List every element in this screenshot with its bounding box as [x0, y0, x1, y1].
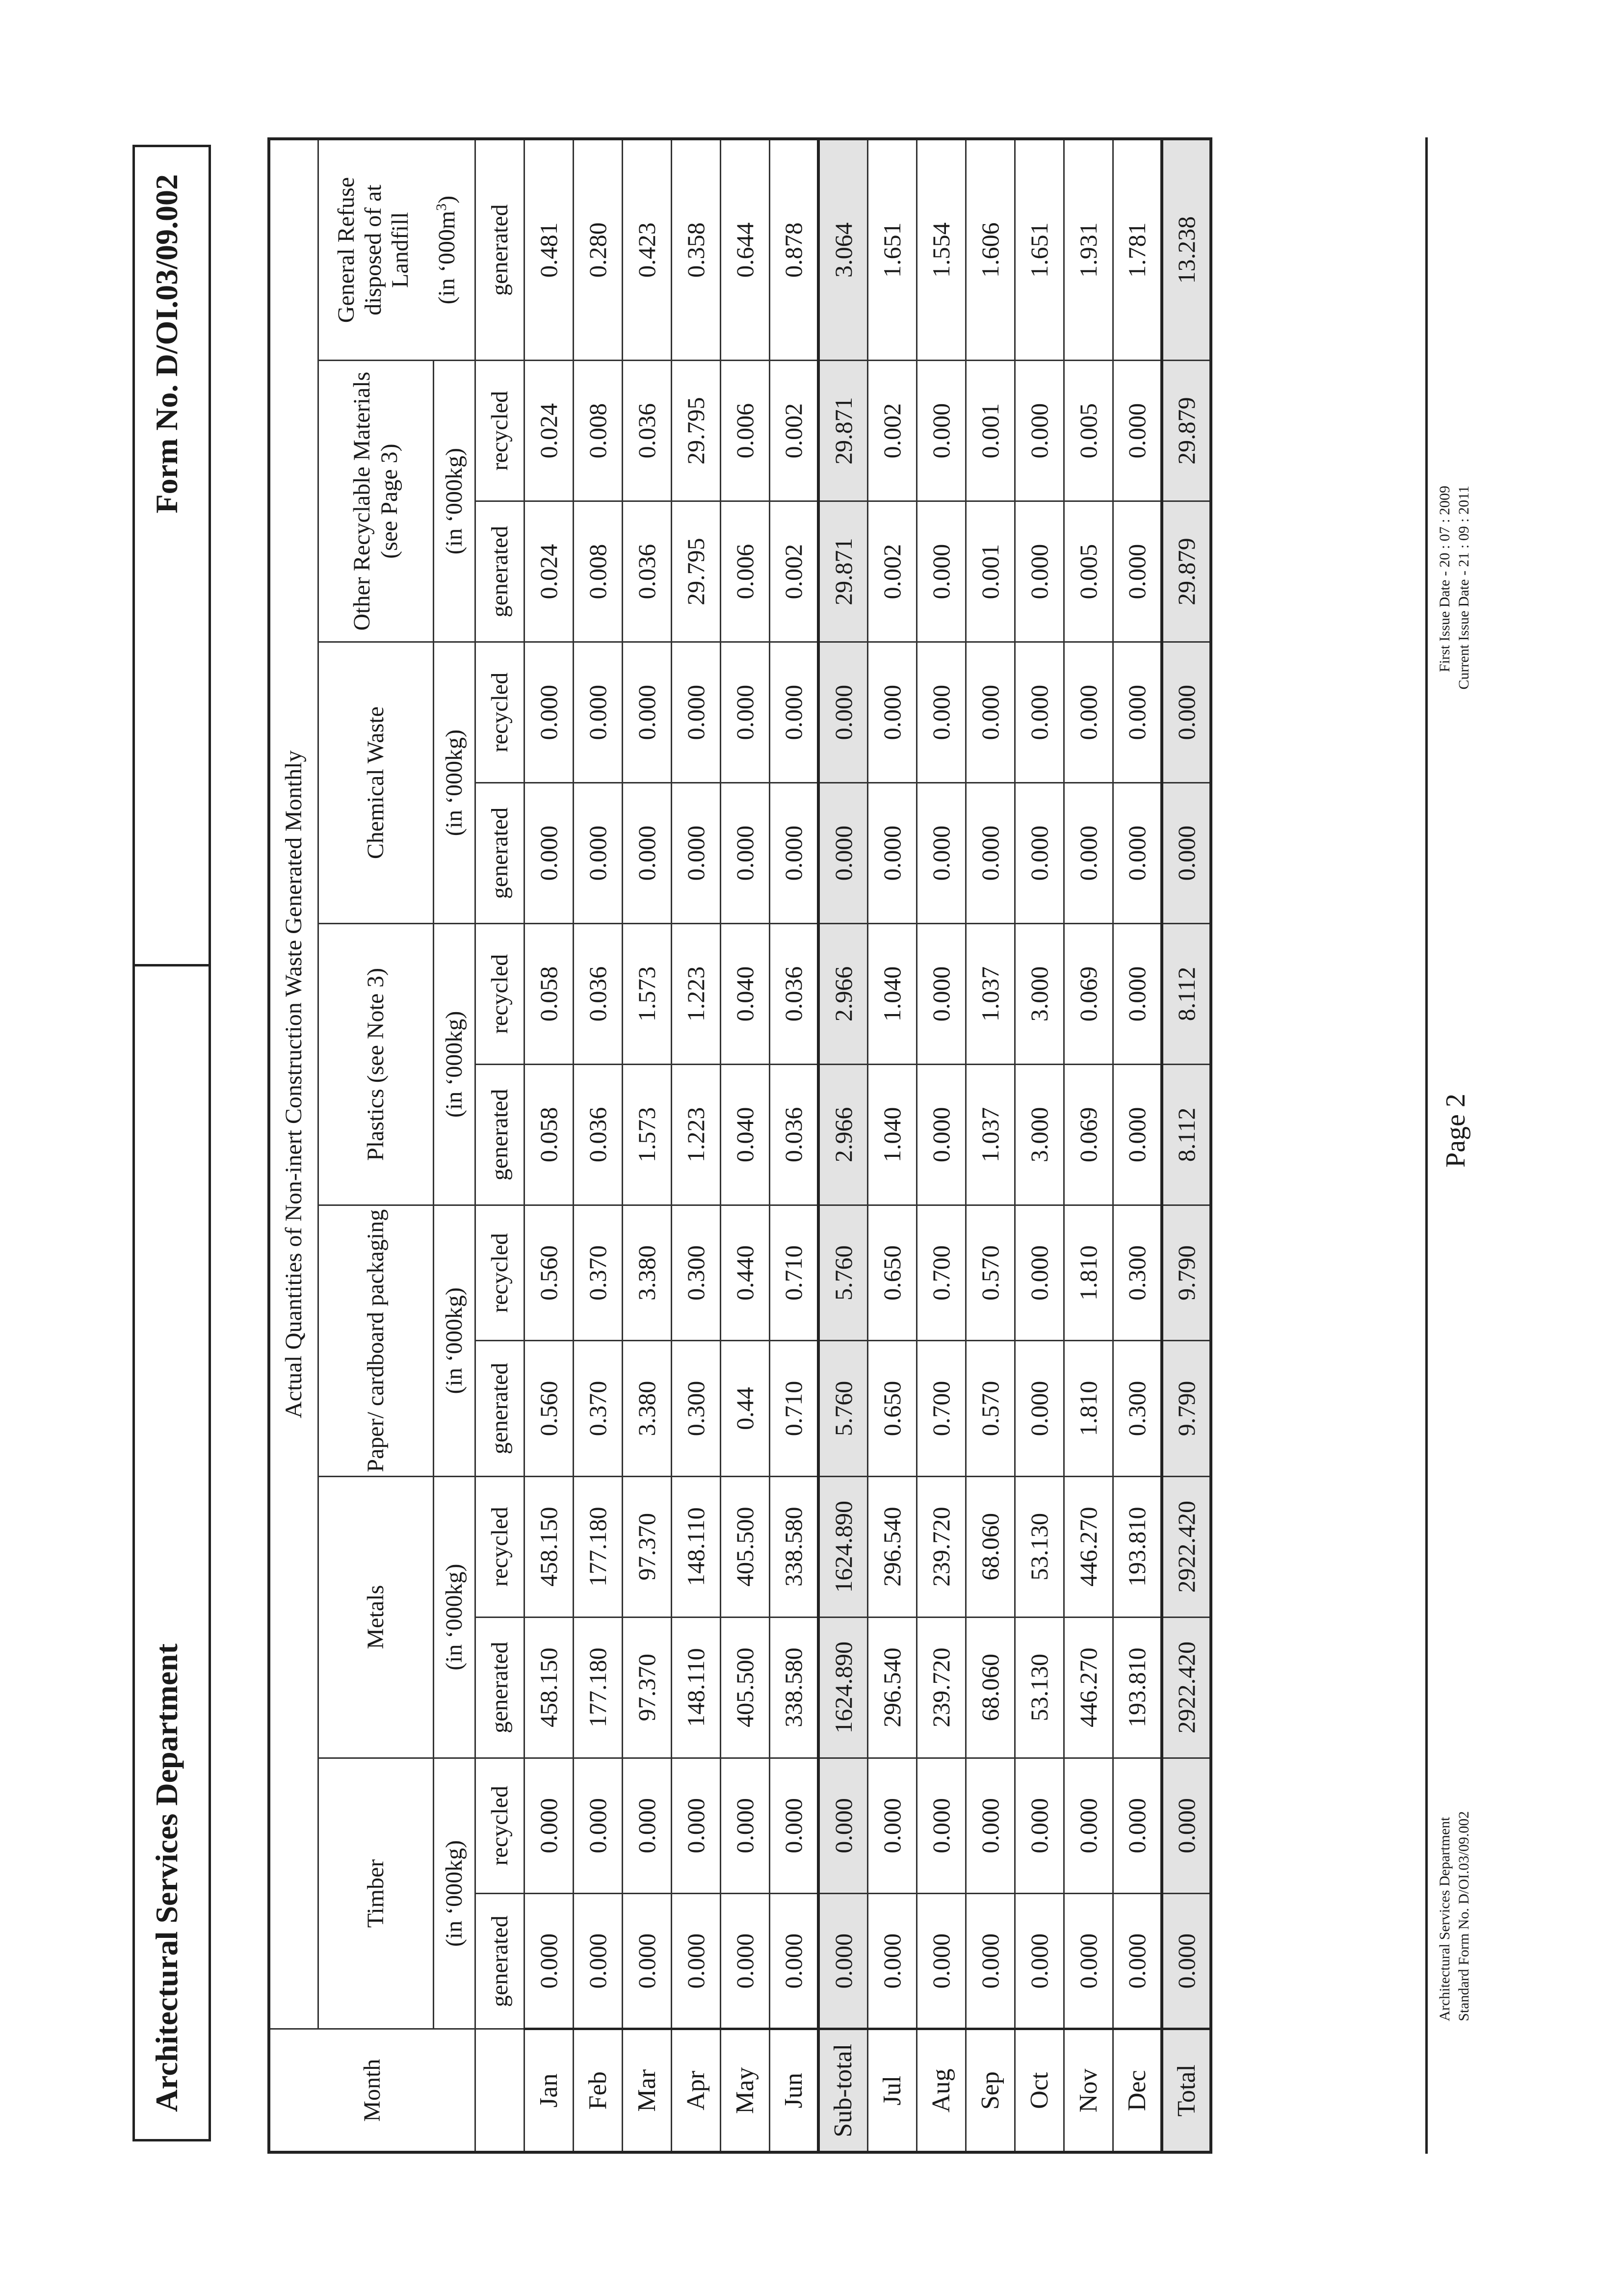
- value-cell: 0.000: [867, 783, 917, 924]
- value-cell: 0.000: [1113, 1894, 1162, 2029]
- value-cell: 1.037: [966, 1064, 1015, 1205]
- value-cell: 0.000: [1064, 642, 1113, 783]
- paper-generated-subheader: generated: [475, 1341, 524, 1476]
- value-cell: 0.423: [622, 139, 671, 361]
- value-cell: 0.570: [966, 1205, 1015, 1340]
- value-cell: 0.280: [573, 139, 622, 361]
- form-header: [132, 145, 211, 2141]
- value-cell: 0.005: [1064, 361, 1113, 501]
- month-cell: Nov: [1064, 2029, 1113, 2152]
- plastics-unit: (in ‘000kg): [433, 923, 475, 1205]
- table-row: [720, 139, 769, 2152]
- value-cell: 0.001: [966, 361, 1015, 501]
- value-cell: 53.130: [1015, 1476, 1064, 1617]
- value-cell: 0.878: [769, 139, 818, 361]
- chemical-recycled-subheader: recycled: [475, 642, 524, 783]
- general-refuse-unit-sup: 3: [433, 203, 450, 211]
- refuse-generated-subheader: generated: [475, 139, 524, 361]
- value-cell: 1.037: [966, 923, 1015, 1064]
- value-cell: 2.966: [818, 923, 867, 1064]
- value-cell: 5.760: [818, 1341, 867, 1476]
- month-cell: Jun: [769, 2029, 818, 2152]
- value-cell: 0.040: [720, 1064, 769, 1205]
- value-cell: 1.651: [867, 139, 917, 361]
- value-cell: 0.000: [917, 642, 966, 783]
- footer-right: [1435, 486, 1473, 689]
- value-cell: 0.000: [524, 783, 573, 924]
- other-generated-subheader: generated: [475, 501, 524, 642]
- value-cell: 0.000: [769, 783, 818, 924]
- value-cell: 0.036: [622, 501, 671, 642]
- timber-generated-subheader: generated: [475, 1894, 524, 2029]
- value-cell: 1.606: [966, 139, 1015, 361]
- value-cell: 3.000: [1015, 1064, 1064, 1205]
- table-row: [818, 139, 867, 2152]
- timber-header: Timber: [318, 1758, 433, 2029]
- value-cell: 1.781: [1113, 139, 1162, 361]
- value-cell: 0.710: [769, 1205, 818, 1340]
- month-cell: May: [720, 2029, 769, 2152]
- value-cell: 0.570: [966, 1341, 1015, 1476]
- month-cell: Jul: [867, 2029, 917, 2152]
- value-cell: 0.002: [867, 501, 917, 642]
- value-cell: 0.000: [1113, 501, 1162, 642]
- value-cell: 53.130: [1015, 1617, 1064, 1758]
- value-cell: 0.000: [1162, 1758, 1211, 1893]
- value-cell: 0.000: [769, 1758, 818, 1893]
- value-cell: 0.000: [818, 642, 867, 783]
- value-cell: 0.44: [720, 1341, 769, 1476]
- table-row: [671, 139, 720, 2152]
- paper-recycled-subheader: recycled: [475, 1205, 524, 1340]
- other-recyclable-unit: (in ‘000kg): [433, 361, 475, 642]
- value-cell: 0.000: [917, 361, 966, 501]
- value-cell: 0.358: [671, 139, 720, 361]
- chemical-waste-unit: (in ‘000kg): [433, 642, 475, 924]
- value-cell: 0.700: [917, 1205, 966, 1340]
- value-cell: 1.810: [1064, 1341, 1113, 1476]
- paper-cardboard-unit: (in ‘000kg): [433, 1205, 475, 1476]
- value-cell: 0.300: [1113, 1205, 1162, 1340]
- value-cell: 148.110: [671, 1617, 720, 1758]
- month-cell: Sub-total: [818, 2029, 867, 2152]
- value-cell: 1.223: [671, 923, 720, 1064]
- value-cell: 0.000: [573, 642, 622, 783]
- month-cell: Total: [1162, 2029, 1211, 2152]
- value-cell: 0.000: [966, 1758, 1015, 1893]
- value-cell: 29.795: [671, 501, 720, 642]
- table-row: [1113, 139, 1162, 2152]
- value-cell: 0.000: [671, 1894, 720, 2029]
- value-cell: 0.000: [818, 1758, 867, 1893]
- waste-quantities-table: [267, 137, 1212, 2154]
- value-cell: 0.000: [622, 1894, 671, 2029]
- value-cell: 0.000: [622, 783, 671, 924]
- value-cell: 0.000: [1113, 1064, 1162, 1205]
- value-cell: 0.000: [1162, 1894, 1211, 2029]
- table-row: [622, 139, 671, 2152]
- value-cell: 446.270: [1064, 1617, 1113, 1758]
- value-cell: 8.112: [1162, 923, 1211, 1064]
- value-cell: 1.931: [1064, 139, 1113, 361]
- first-issue-date: First Issue Date - 20 : 07 : 2009: [1437, 486, 1453, 672]
- value-cell: 0.069: [1064, 1064, 1113, 1205]
- value-cell: 29.879: [1162, 361, 1211, 501]
- other-recyclable-header: Other Recyclable Materials (see Page 3): [318, 361, 433, 642]
- value-cell: 0.000: [966, 783, 1015, 924]
- value-cell: 0.000: [1064, 783, 1113, 924]
- timber-unit: (in ‘000kg): [433, 1758, 475, 2029]
- value-cell: 0.000: [1113, 1758, 1162, 1893]
- value-cell: 1.040: [867, 923, 917, 1064]
- value-cell: 0.000: [1015, 361, 1064, 501]
- value-cell: 1.223: [671, 1064, 720, 1205]
- month-cell: Apr: [671, 2029, 720, 2152]
- value-cell: 0.008: [573, 361, 622, 501]
- value-cell: 405.500: [720, 1617, 769, 1758]
- value-cell: 0.000: [966, 1894, 1015, 2029]
- value-cell: 2922.420: [1162, 1476, 1211, 1617]
- plastics-recycled-subheader: recycled: [475, 923, 524, 1064]
- table-row: [524, 139, 573, 2152]
- value-cell: 0.000: [1113, 642, 1162, 783]
- value-cell: 405.500: [720, 1476, 769, 1617]
- page-number: Page 2: [1441, 1094, 1471, 1168]
- value-cell: 0.002: [867, 361, 917, 501]
- value-cell: 8.112: [1162, 1064, 1211, 1205]
- value-cell: 9.790: [1162, 1341, 1211, 1476]
- value-cell: 1.651: [1015, 139, 1064, 361]
- value-cell: 0.000: [1015, 1205, 1064, 1340]
- value-cell: 0.000: [1064, 1894, 1113, 2029]
- general-refuse-unit-prefix: (in ‘000m: [434, 210, 460, 305]
- table-row: [573, 139, 622, 2152]
- month-cell: Jan: [524, 2029, 573, 2152]
- current-issue-date: Current Issue Date - 21 : 09 : 2011: [1456, 486, 1472, 690]
- value-cell: 338.580: [769, 1617, 818, 1758]
- value-cell: 0.024: [524, 501, 573, 642]
- value-cell: 0.006: [720, 361, 769, 501]
- value-cell: 177.180: [573, 1476, 622, 1617]
- value-cell: 0.560: [524, 1341, 573, 1476]
- value-cell: 0.036: [769, 1064, 818, 1205]
- value-cell: 0.036: [622, 361, 671, 501]
- value-cell: 2.966: [818, 1064, 867, 1205]
- value-cell: 0.710: [769, 1341, 818, 1476]
- value-cell: 0.000: [1113, 783, 1162, 924]
- metals-generated-subheader: generated: [475, 1617, 524, 1758]
- value-cell: 0.300: [671, 1341, 720, 1476]
- value-cell: 0.000: [867, 1758, 917, 1893]
- value-cell: 0.024: [524, 361, 573, 501]
- value-cell: 0.370: [573, 1341, 622, 1476]
- value-cell: 0.560: [524, 1205, 573, 1340]
- value-cell: 458.150: [524, 1476, 573, 1617]
- value-cell: 0.001: [966, 501, 1015, 642]
- metals-header: Metals: [318, 1476, 433, 1758]
- value-cell: 0.000: [1064, 1758, 1113, 1893]
- value-cell: 0.000: [917, 1758, 966, 1893]
- value-cell: 0.000: [867, 1894, 917, 2029]
- value-cell: 0.036: [573, 923, 622, 1064]
- value-cell: 0.000: [818, 783, 867, 924]
- general-refuse-title: General Refuse disposed of at Landfill: [333, 177, 413, 323]
- value-cell: 0.000: [573, 783, 622, 924]
- form-number: Form No. D/OI.03/09.002: [149, 174, 184, 514]
- value-cell: 0.000: [769, 1894, 818, 2029]
- value-cell: 0.000: [1015, 642, 1064, 783]
- value-cell: 193.810: [1113, 1476, 1162, 1617]
- value-cell: 0.000: [671, 783, 720, 924]
- value-cell: 239.720: [917, 1617, 966, 1758]
- value-cell: 0.000: [1113, 361, 1162, 501]
- chemical-generated-subheader: generated: [475, 783, 524, 924]
- value-cell: 68.060: [966, 1617, 1015, 1758]
- footer-department: Architectural Services Department: [1437, 1817, 1453, 2021]
- value-cell: 0.000: [966, 642, 1015, 783]
- value-cell: 0.000: [671, 642, 720, 783]
- value-cell: 0.000: [720, 642, 769, 783]
- table-group-title: Actual Quantities of Non-inert Construction Waste Generated Monthly: [269, 139, 318, 2029]
- month-column-header: Month: [269, 2029, 475, 2152]
- value-cell: 0.300: [671, 1205, 720, 1340]
- value-cell: 458.150: [524, 1617, 573, 1758]
- value-cell: 0.000: [573, 1894, 622, 2029]
- value-cell: 0.000: [1162, 783, 1211, 924]
- value-cell: 177.180: [573, 1617, 622, 1758]
- value-cell: 0.008: [573, 501, 622, 642]
- value-cell: 0.006: [720, 501, 769, 642]
- value-cell: 0.000: [917, 1894, 966, 2029]
- month-blank-subheader: [475, 2029, 524, 2152]
- table-row: [769, 139, 818, 2152]
- value-cell: 0.000: [917, 1064, 966, 1205]
- table-row: [966, 139, 1015, 2152]
- value-cell: 0.000: [524, 1894, 573, 2029]
- value-cell: 0.000: [867, 642, 917, 783]
- value-cell: 0.002: [769, 361, 818, 501]
- table-row: [1162, 139, 1211, 2152]
- metals-unit: (in ‘000kg): [433, 1476, 475, 1758]
- value-cell: 0.000: [1015, 501, 1064, 642]
- plastics-generated-subheader: generated: [475, 1064, 524, 1205]
- value-cell: 0.000: [917, 501, 966, 642]
- table-row: [917, 139, 966, 2152]
- value-cell: 0.000: [1015, 1758, 1064, 1893]
- value-cell: 0.000: [524, 1758, 573, 1893]
- month-cell: Dec: [1113, 2029, 1162, 2152]
- value-cell: 0.440: [720, 1205, 769, 1340]
- value-cell: 3.380: [622, 1341, 671, 1476]
- value-cell: 1.810: [1064, 1205, 1113, 1340]
- value-cell: 0.000: [573, 1758, 622, 1893]
- general-refuse-unit-suffix: ): [434, 195, 460, 204]
- value-cell: 0.650: [867, 1341, 917, 1476]
- value-cell: 446.270: [1064, 1476, 1113, 1617]
- month-cell: Oct: [1015, 2029, 1064, 2152]
- timber-recycled-subheader: recycled: [475, 1758, 524, 1893]
- value-cell: 0.000: [720, 783, 769, 924]
- value-cell: 0.000: [917, 783, 966, 924]
- other-recycled-subheader: recycled: [475, 361, 524, 501]
- metals-recycled-subheader: recycled: [475, 1476, 524, 1617]
- value-cell: 0.700: [917, 1341, 966, 1476]
- value-cell: 0.036: [769, 923, 818, 1064]
- value-cell: 0.000: [622, 642, 671, 783]
- table-row: [1015, 139, 1064, 2152]
- general-refuse-unit: [433, 140, 460, 360]
- month-cell: Aug: [917, 2029, 966, 2152]
- value-cell: 13.238: [1162, 139, 1211, 361]
- value-cell: 1.554: [917, 139, 966, 361]
- footer-rule: [1425, 137, 1428, 2154]
- chemical-waste-header: Chemical Waste: [318, 642, 433, 924]
- value-cell: 148.110: [671, 1476, 720, 1617]
- value-cell: 29.879: [1162, 501, 1211, 642]
- value-cell: 1.573: [622, 1064, 671, 1205]
- value-cell: 29.871: [818, 361, 867, 501]
- value-cell: 3.000: [1015, 923, 1064, 1064]
- value-cell: 9.790: [1162, 1205, 1211, 1340]
- value-cell: 2922.420: [1162, 1617, 1211, 1758]
- value-cell: 0.002: [769, 501, 818, 642]
- value-cell: 0.000: [720, 1758, 769, 1893]
- value-cell: 0.000: [917, 923, 966, 1064]
- value-cell: 0.000: [1015, 783, 1064, 924]
- value-cell: 1.573: [622, 923, 671, 1064]
- value-cell: 296.540: [867, 1617, 917, 1758]
- table-body: [524, 139, 1211, 2152]
- department-title: Architectural Services Department: [149, 1644, 184, 2112]
- value-cell: 0.000: [1113, 923, 1162, 1064]
- value-cell: 97.370: [622, 1617, 671, 1758]
- value-cell: 0.481: [524, 139, 573, 361]
- value-cell: 1624.890: [818, 1476, 867, 1617]
- value-cell: 296.540: [867, 1476, 917, 1617]
- value-cell: 29.871: [818, 501, 867, 642]
- value-cell: 0.000: [671, 1758, 720, 1893]
- footer-left: [1435, 1811, 1473, 2021]
- value-cell: 193.810: [1113, 1617, 1162, 1758]
- value-cell: 0.058: [524, 1064, 573, 1205]
- value-cell: 68.060: [966, 1476, 1015, 1617]
- value-cell: 0.000: [1015, 1894, 1064, 2029]
- table-row: [1064, 139, 1113, 2152]
- value-cell: 0.058: [524, 923, 573, 1064]
- value-cell: 0.000: [769, 642, 818, 783]
- value-cell: 3.380: [622, 1205, 671, 1340]
- month-cell: Sep: [966, 2029, 1015, 2152]
- value-cell: 0.000: [818, 1894, 867, 2029]
- value-cell: 338.580: [769, 1476, 818, 1617]
- value-cell: 0.000: [524, 642, 573, 783]
- month-cell: Mar: [622, 2029, 671, 2152]
- value-cell: 239.720: [917, 1476, 966, 1617]
- value-cell: 0.650: [867, 1205, 917, 1340]
- value-cell: 29.795: [671, 361, 720, 501]
- month-cell: Feb: [573, 2029, 622, 2152]
- value-cell: 5.760: [818, 1205, 867, 1340]
- value-cell: 0.000: [1015, 1341, 1064, 1476]
- value-cell: 0.040: [720, 923, 769, 1064]
- general-refuse-header: [318, 139, 475, 361]
- value-cell: 0.005: [1064, 501, 1113, 642]
- footer-standard-form: Standard Form No. D/OI.03/09.002: [1456, 1811, 1472, 2021]
- value-cell: 0.300: [1113, 1341, 1162, 1476]
- value-cell: 0.644: [720, 139, 769, 361]
- value-cell: 97.370: [622, 1476, 671, 1617]
- value-cell: 0.036: [573, 1064, 622, 1205]
- value-cell: 0.000: [720, 1894, 769, 2029]
- plastics-header: Plastics (see Note 3): [318, 923, 433, 1205]
- value-cell: 0.000: [622, 1758, 671, 1893]
- value-cell: 1624.890: [818, 1617, 867, 1758]
- table-row: [867, 139, 917, 2152]
- value-cell: 1.040: [867, 1064, 917, 1205]
- value-cell: 3.064: [818, 139, 867, 361]
- header-divider: [135, 964, 209, 966]
- paper-cardboard-header: Paper/ cardboard packaging: [318, 1205, 433, 1476]
- value-cell: 0.370: [573, 1205, 622, 1340]
- value-cell: 0.069: [1064, 923, 1113, 1064]
- value-cell: 0.000: [1162, 642, 1211, 783]
